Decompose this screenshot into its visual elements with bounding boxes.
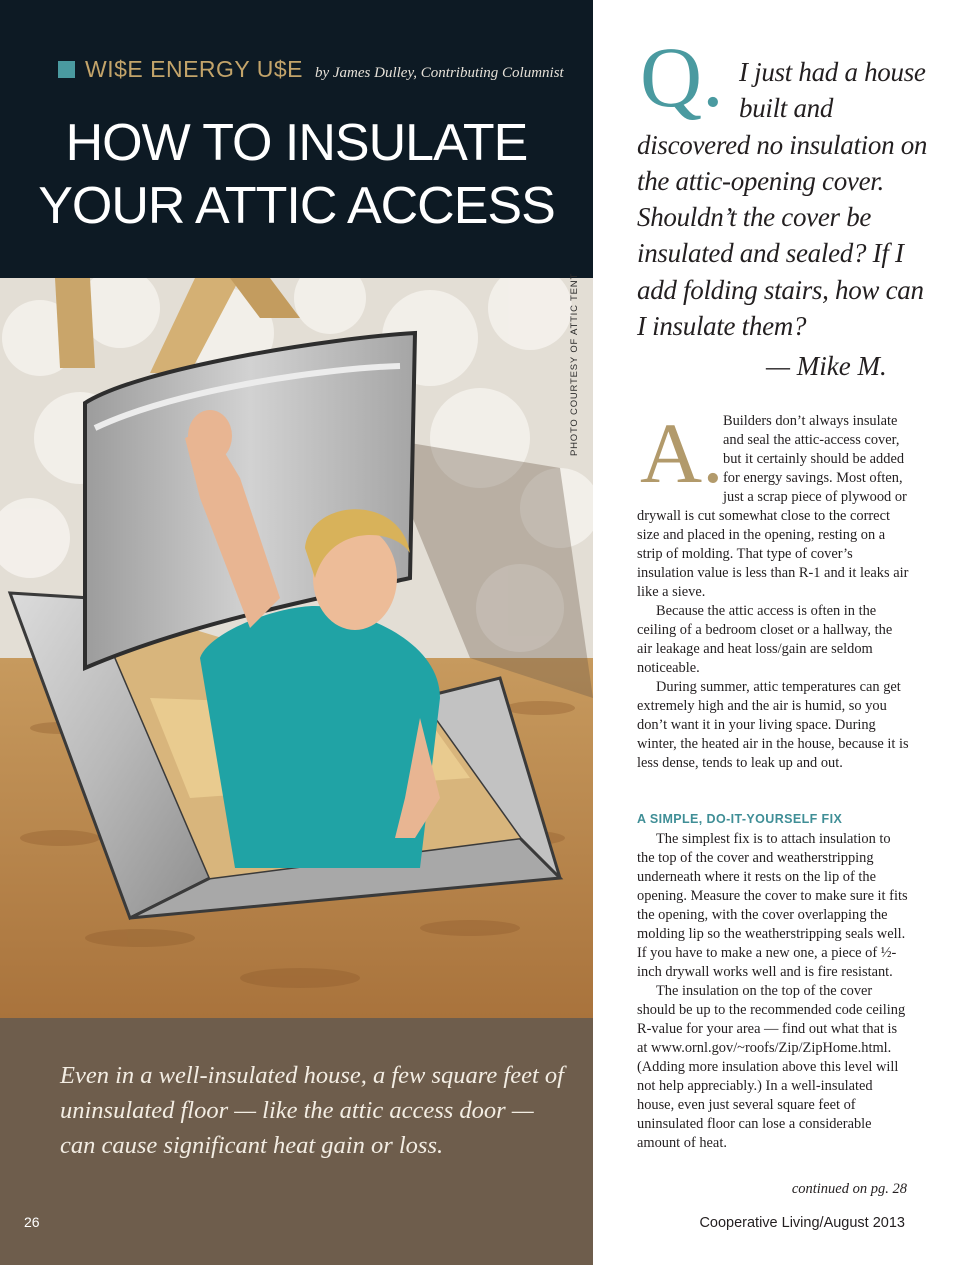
answer-initial-spacer <box>637 405 724 506</box>
section-heading: A SIMPLE, DO-IT-YOURSELF FIX <box>637 812 843 826</box>
page-number: 26 <box>24 1214 40 1230</box>
department-line <box>58 56 564 83</box>
answer-initial: A. <box>640 405 724 501</box>
photo-caption: Even in a well-insulated house, a few square feet of uninsulated floor — like the attic access door — can cause significant heat gain or loss. <box>60 1062 564 1159</box>
footer-publication: Cooperative Living/August 2013 <box>699 1215 905 1231</box>
answer-paragraph-3: During summer, attic temperatures can get extremely high and the air is humid, so you don’t want it in your living space. During winter, the heated air in the house, because it is less dense, tends to leak up and out. <box>637 679 909 771</box>
header-band <box>0 0 593 278</box>
continued-note: continued on pg. 28 <box>791 1181 907 1197</box>
section-paragraph-1: The simplest fix is to attach insulation to the top of the cover and weatherstripping underneath where it rests on the lip of the opening. Measure the cover to make sure it fits the opening, with the cover overlapping the molding lip so the weatherstripping seals well. If you have to make a new one, a piece of ½-inch drywall works well and is fire resistant. <box>637 831 908 980</box>
question-initial: Q. <box>640 29 724 125</box>
question-body: I just had a house built and discovered no insulation on the attic-opening cover. Shouldn’t the cover be insulated and sealed? If I add folding stairs, how can I insulate them? <box>637 57 928 342</box>
article-photo <box>0 278 593 1018</box>
byline: by James Dulley, Contributing Columnist <box>314 65 564 81</box>
answer-body <box>637 405 909 773</box>
article-title-line-1: HOW TO INSULATE <box>65 114 528 172</box>
question-text <box>637 54 937 344</box>
photo-credit: PHOTO COURTESY OF ATTIC TENT <box>569 272 580 456</box>
question-signer: — Mike M. <box>766 351 887 381</box>
question-initial-spacer <box>637 54 739 126</box>
department-name: WI$E ENERGY U$E <box>85 56 303 82</box>
answer-paragraph-1-text: Builders don’t always insulate and seal the attic-access cover, but it certainly should be added for energy savings. Most often, just a scrap piece of plywood or drywall is cut somewhat close to the correct size and placed in the opening, resting on a strip of molding. That type of cover’s insulation value is less than R-1 and it leaks air like a sieve. <box>637 413 909 600</box>
article-title <box>0 112 593 238</box>
section-paragraph-2: The insulation on the top of the cover should be up to the recommended code ceiling R-value for your area — find out what that is at www.ornl.gov/~roofs/Zip/ZipHome.html. (Adding more insulation above this level will not help appreciably.) In a well-insulated house, even just several square feet of uninsulated floor can lose a considerable amount of heat. <box>637 983 906 1151</box>
article-title-line-2: YOUR ATTIC ACCESS <box>38 177 555 235</box>
section-body <box>637 830 909 1153</box>
answer-paragraph-1 <box>637 405 909 602</box>
department-square-icon <box>58 61 75 78</box>
answer-paragraph-2: Because the attic access is often in the ceiling of a bedroom closet or a hallway, the air leakage and heat loss/gain are seldom noticeable. <box>637 603 893 676</box>
attic-photo-illustration <box>0 278 593 1018</box>
